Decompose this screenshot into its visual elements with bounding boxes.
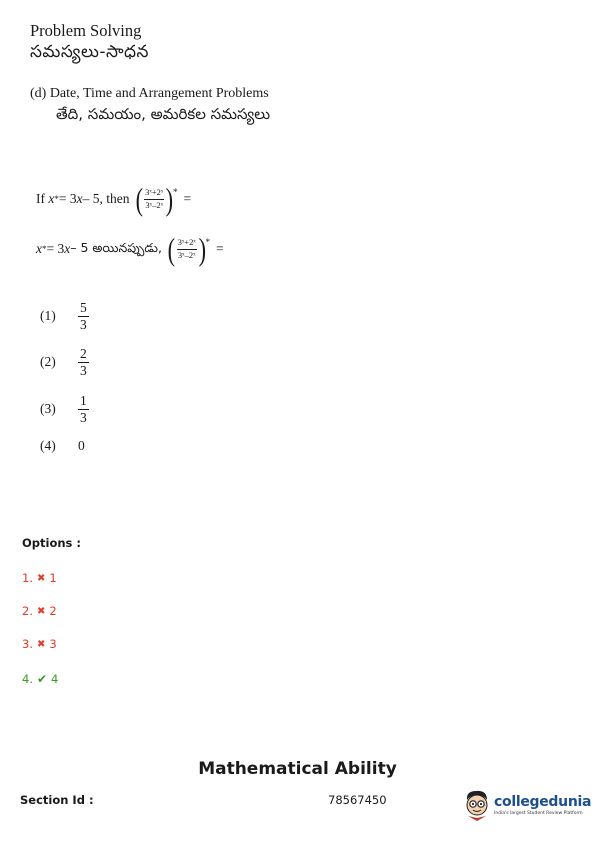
fraction-te-numerator: 3ˣ+2ˣ <box>177 238 197 249</box>
question-te-fraction: ( $\frac{\text{3ˣ+2ˣ}}{\text{3ˣ–2ˣ}}$ ) * <box>167 231 210 267</box>
cross-icon: ✖ <box>36 638 46 650</box>
collegedunia-logo <box>462 788 591 822</box>
section-title: Mathematical Ability <box>198 759 397 779</box>
fraction-star: * <box>173 187 178 197</box>
question-te-x: x <box>64 241 71 256</box>
option-number: 4. <box>22 672 33 686</box>
option-value: 3 <box>49 637 57 651</box>
question-te-var: x <box>36 241 42 256</box>
question-english <box>36 183 191 215</box>
fraction-numerator: 3ˣ+2ˣ <box>144 188 164 199</box>
choice-label: (1) <box>40 308 56 324</box>
question-if: If <box>36 191 45 206</box>
mascot-icon <box>462 788 492 822</box>
choice-denominator: 3 <box>80 316 87 332</box>
option-number: 2. <box>22 604 33 618</box>
choice-4 <box>40 438 85 454</box>
cross-icon: ✖ <box>36 605 46 617</box>
question-fraction: ( $\frac{\text{3ˣ+2ˣ}}{\text{3ˣ–2ˣ}}$ ) * <box>135 181 178 217</box>
choice-numerator: 1 <box>80 393 87 408</box>
section-id-value: 78567450 <box>328 793 387 807</box>
fraction-te-star: * <box>205 237 210 247</box>
option-value: 2 <box>49 604 57 618</box>
option-2 <box>22 604 57 618</box>
choice-2 <box>40 346 89 378</box>
option-number: 1. <box>22 571 33 585</box>
choice-1 <box>40 300 89 332</box>
choice-denominator: 3 <box>80 362 87 378</box>
choice-label: (4) <box>40 438 56 453</box>
check-icon: ✔ <box>36 672 48 686</box>
section-heading: Problem Solving <box>30 21 142 40</box>
question-te-tail: – 5 అయినప్పుడు, <box>70 239 162 255</box>
choice-denominator: 3 <box>80 409 87 425</box>
fraction-te-denominator: 3ˣ–2ˣ <box>177 249 196 260</box>
question-equals: = <box>183 191 192 206</box>
choice-numerator: 5 <box>80 300 87 315</box>
options-label: Options : <box>22 536 81 550</box>
cross-icon: ✖ <box>36 572 46 584</box>
question-te-rhs: = 3 <box>46 241 65 256</box>
choice-3 <box>40 393 89 425</box>
question-rhs: = 3 <box>58 191 77 206</box>
fraction-denominator: 3ˣ–2ˣ <box>145 199 164 210</box>
section-heading-telugu: సమస్యలు-సాధన <box>30 42 149 62</box>
choice-label: (3) <box>40 401 56 417</box>
logo-tagline: India's largest Student Review Platform <box>494 811 583 816</box>
question-telugu <box>36 233 224 265</box>
choice-numerator: 2 <box>80 346 87 361</box>
choice-label: (2) <box>40 354 56 370</box>
question-te-equals: = <box>215 241 224 256</box>
option-3 <box>22 637 57 651</box>
subheading: (d) Date, Time and Arrangement Problems <box>30 86 269 101</box>
choice-value: 0 <box>78 438 85 453</box>
question-star: * <box>54 194 59 204</box>
option-number: 3. <box>22 637 33 651</box>
option-value: 4 <box>51 672 59 686</box>
section-id-label: Section Id : <box>20 793 94 807</box>
subheading-telugu: తేది, సమయం, అమరికల సమస్యలు <box>56 105 271 123</box>
option-1 <box>22 571 57 585</box>
question-te-star: * <box>42 244 47 254</box>
logo-brand: collegedunia <box>494 794 592 810</box>
question-var: x <box>48 191 55 206</box>
option-value: 1 <box>49 571 57 585</box>
question-x: x <box>76 191 83 206</box>
option-4 <box>22 672 58 686</box>
question-rhs-tail: – 5, then <box>82 191 130 206</box>
